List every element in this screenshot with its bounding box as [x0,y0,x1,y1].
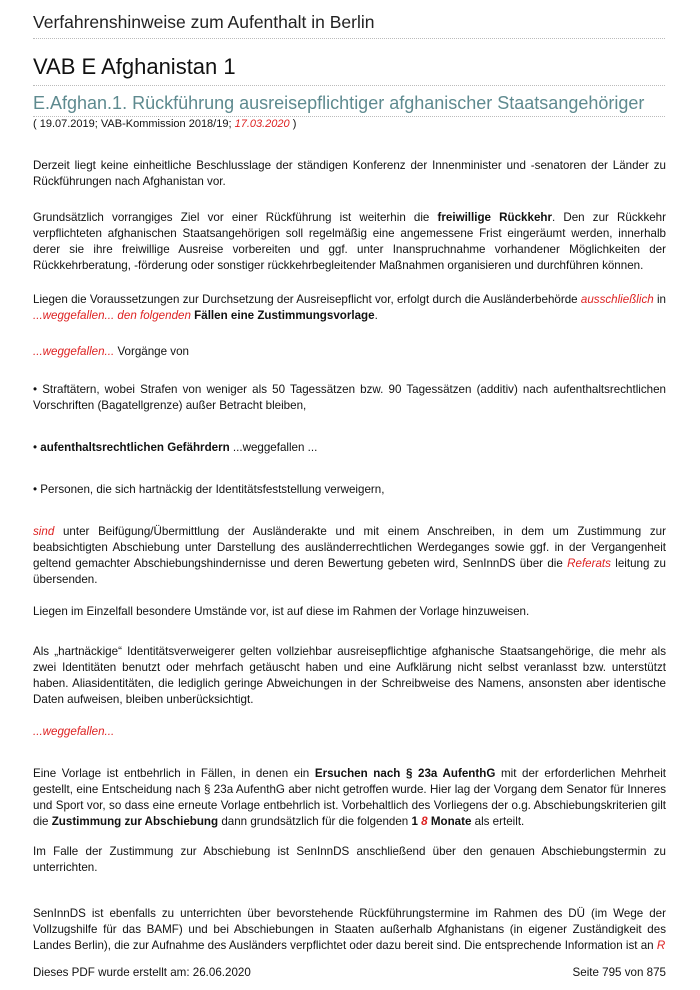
bullet-2-text: ...weggefallen ... [229,441,318,454]
meta-date-red: 17.03.2020 [234,118,290,130]
paragraph-12 [33,766,666,830]
paragraph-10: Als „hartnäckige“ Identitätsverweigerer gelten vollziehbar ausreisepflichtige afghanische Staatsangehörige, die mehr als zwei Identitäten benutzt oder mehrfach getäuscht haben und eine Aufklärung nicht selbst veranlasst bzw. unterstützt haben. Aliasidentitäten, die lediglich geringe Abweichungen in der Schreibweise des Namens, ansonsten aber identische Daten aufweisen, bleiben unberücksichtigt. [33,645,666,706]
p12-text-c: mit der erforderlichen Mehrheit gestellt, eine Entscheidung nach § 23a AufenthG aber nicht getroffen wurde. Hier lag der Vorgang dem Senator für Inneres und Sport vor, so dass eine erneute Vorlage entbehrlich ist. Vorbehaltlich des Vorliegens der o.g. Abschiebungskriterien gilt die [33,767,666,828]
paragraph-8 [33,524,666,588]
bullet-3: • Personen, die sich hartnäckig der Identitätsfeststellung verweigern, [33,483,385,496]
paragraph-1: Derzeit liegt keine einheitliche Beschlusslage der ständigen Konferenz der Innenminister und -senatoren der Länder zu Rückführungen nach Afghanistan vor. [33,159,666,188]
p14-red: R [656,939,666,952]
footer-page-number: Seite 795 von 875 [572,966,666,979]
p3-text-e: . [374,309,378,322]
p12-bold-f: 1 [411,815,418,828]
paragraph-9: Liegen im Einzelfall besondere Umstände vor, ist auf diese im Rahmen der Vorlage hinzuweisen. [33,605,530,618]
p12-bold-b: Ersuchen nach § 23a AufenthG [314,767,496,780]
p8-red-2: Referats [567,557,611,570]
paragraph-14 [33,906,666,954]
p12-text-e: dann grundsätzlich für die folgenden [218,815,412,828]
paragraph-4 [33,344,666,360]
p14-text: SenInnDS ist ebenfalls zu unterrichten über bevorstehende Rückführungstermine im Rahmen des DÜ (im Wege der Vollzugshilfe für das BAMF) und bei Abschiebungen in Staaten außerhalb Afghanistans (in eigener Zuständigkeit des Landes Berlin), die zur Aufnahme des Ausländers verpflichtet oder dazu bereit sind. Die entsprechende Information ist an [33,907,666,952]
meta-prefix: ( 19.07.2019; VAB-Kommission 2018/19; [33,118,235,130]
bullet-2-marker: • [33,441,41,454]
meta-suffix: ) [289,118,297,130]
p3-bold: Fällen eine Zustimmungsvorlage [194,309,375,322]
bullet-2 [33,440,666,456]
p3-text-b: in [653,293,666,306]
p8-red-1: sind [33,525,55,538]
paragraph-3 [33,292,666,324]
p3-red-1: ausschließlich [580,293,654,306]
p8-text-a: unter Beifügung/Übermittlung der Ausländerakte und mit einem Anschreiben, in dem um Zustimmung zur beabsichtigten Abschiebung unter Darstellung des ausländerrechtlichen Werdeganges sowie ggf. in der Vergangenheit geltend gemachter Abschiebungshindernisse und deren Bewertung gebeten wird, SenInnDS über die [33,525,666,570]
p2-bold: freiwillige Rückkehr [437,211,552,224]
paragraph-2 [33,210,666,274]
p8-text-b: leitung zu übersenden. [33,557,666,586]
bullet-2-bold: aufenthaltsrechtlichen Gefährdern [40,441,230,454]
p4-red: ...weggefallen... [33,345,115,358]
footer-created: Dieses PDF wurde erstellt am: 26.06.2020 [33,966,251,979]
bullet-1: • Straftätern, wobei Strafen von weniger als 50 Tagessätzen bzw. 90 Tagessätzen (additiv) nach aufenthaltsrechtlichen Vorschriften (Bagatellgrenze) außer Betracht bleiben, [33,383,666,412]
p12-text-a: Eine Vorlage ist entbehrlich in Fällen, in denen ein [33,767,315,780]
revision-meta [33,118,296,130]
p12-bold-d: Zustimmung zur Abschiebung [51,815,219,828]
p3-text-a: Liegen die Voraussetzungen zur Durchsetzung der Ausreisepflicht vor, erfolgt durch die Ausländerbehörde [33,293,581,306]
p12-red: 8 [421,815,428,828]
paragraph-11: ...weggefallen... [33,725,115,738]
section-subtitle: E.Afghan.1. Rückführung ausreisepflichtiger afghanischer Staatsangehöriger [33,93,665,117]
document-header: Verfahrenshinweise zum Aufenthalt in Berlin [33,12,665,39]
p3-red-2: ...weggefallen... den folgenden [33,309,191,322]
paragraph-13: Im Falle der Zustimmung zur Abschiebung ist SenInnDS anschließend über den genauen Abschiebungstermin zu unterrichten. [33,845,666,874]
p4-text: Vorgänge von [114,345,189,358]
p12-bold-h: Monate [427,815,472,828]
p2-text-c: . Den zur Rückkehr verpflichteten afghanischen Staatsangehörigen soll regelmäßig eine angemessene Frist eingeräumt werden, innerhalb derer sie ihre freiwillige Ausreise vorbereiten und ggf. unter Inanspruchnahme vorhandener Möglichkeiten der Rückkehrberatung, -förderung oder sonstiger rückkehrbegleitender Maßnahmen organisieren und durchführen können. [33,211,666,272]
p2-text-a: Grundsätzlich vorrangiges Ziel vor einer Rückführung ist weiterhin die [33,211,438,224]
p12-text-i: als erteilt. [471,815,525,828]
page-title: VAB E Afghanistan 1 [33,54,665,86]
